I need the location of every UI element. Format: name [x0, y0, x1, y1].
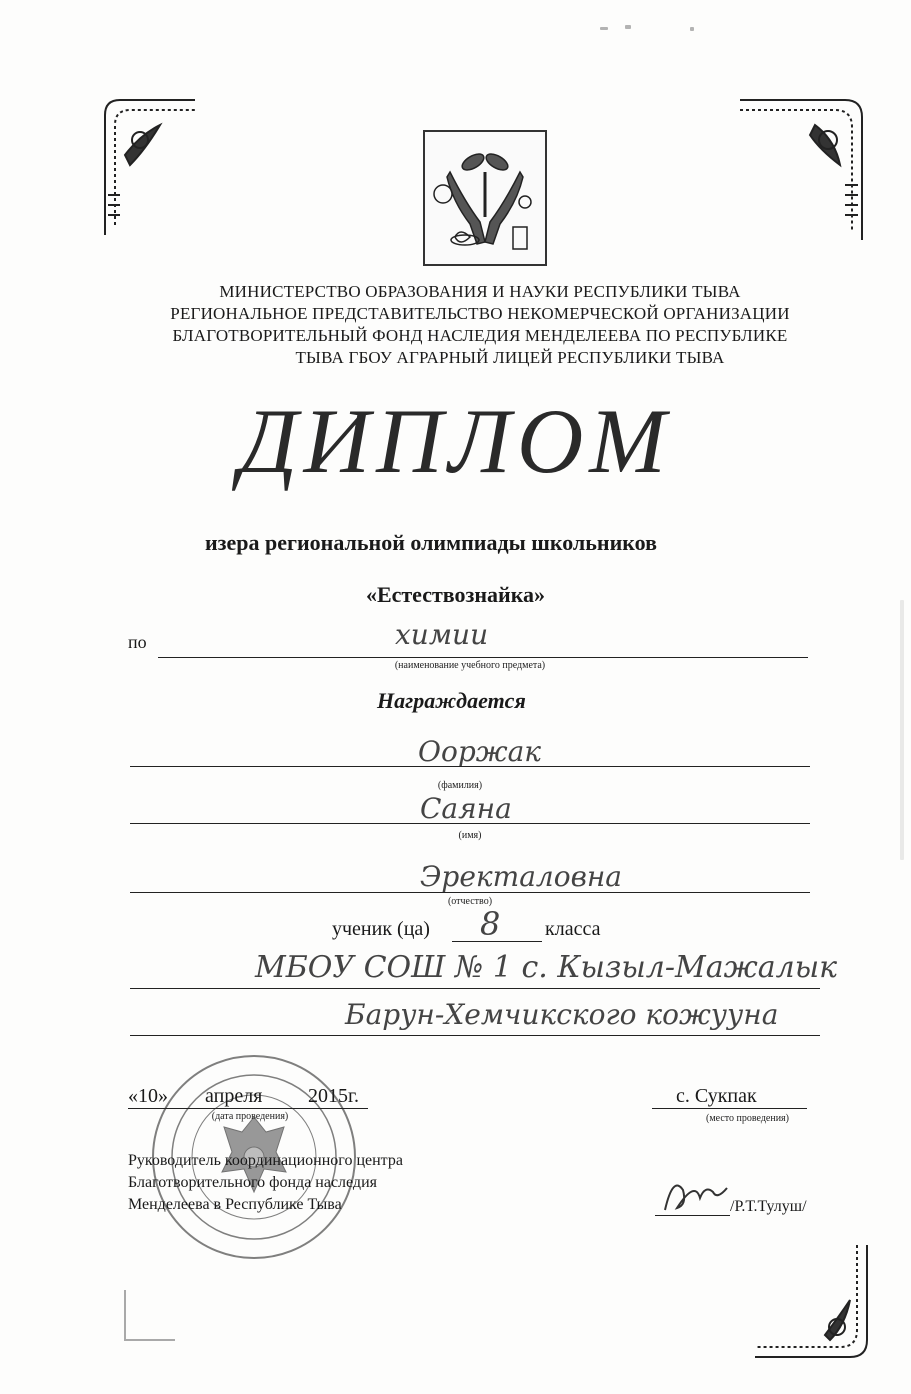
signature-line: [655, 1215, 730, 1216]
subtitle: изера региональной олимпиады школьников: [205, 530, 657, 555]
surname-caption: (фамилия): [437, 780, 483, 791]
place-value: с. Сукпак: [676, 1085, 757, 1107]
date-caption: (дата проведения): [211, 1111, 289, 1122]
ornament-corner-bottom-left: [120, 1290, 180, 1350]
awarded-label: Награждается: [377, 688, 526, 713]
subject-value: химии: [395, 618, 489, 651]
surname-value: Ооржак: [418, 735, 541, 768]
school-underline-2: [130, 1035, 820, 1036]
name-line: [130, 823, 810, 824]
signatory-name: /Р.Т.Тулуш/: [730, 1198, 807, 1215]
grade-value: 8: [480, 905, 501, 943]
patronymic-value: Эректаловна: [420, 860, 623, 893]
grade-prefix: ученик (ца): [332, 918, 430, 940]
date-day: «10»: [128, 1085, 168, 1107]
scan-speck: [690, 27, 694, 31]
scan-speck: [600, 27, 608, 30]
header-line-1: МИНИСТЕРСТВО ОБРАЗОВАНИЯ И НАУКИ РЕСПУБЛИКИ ТЫВА: [219, 282, 741, 301]
scan-edge: [900, 600, 904, 860]
grade-line: [452, 941, 542, 942]
signatory-line-1: Руководитель координационного центра: [128, 1152, 403, 1169]
name-caption: (имя): [458, 830, 482, 841]
school-line-1: МБОУ СОШ № 1 с. Кызыл-Мажалык: [255, 950, 838, 985]
header-line-4: ТЫВА ГБОУ АГРАРНЫЙ ЛИЦЕЙ РЕСПУБЛИКИ ТЫВА: [295, 348, 725, 367]
ornament-corner-top-left: [100, 95, 200, 245]
name-value: Саяна: [420, 792, 512, 825]
handwritten-signature: [655, 1170, 735, 1220]
surname-line: [130, 766, 810, 767]
signatory-line-3: Менделеева в Республике Тыва: [128, 1196, 342, 1213]
patronymic-caption: (отчество): [447, 896, 493, 907]
ornament-corner-bottom-right: [755, 1245, 875, 1365]
diploma-title: ДИПЛОМ: [239, 390, 672, 492]
olympiad-emblem: [423, 130, 547, 266]
date-month: апреля: [205, 1085, 263, 1107]
school-underline-1: [130, 988, 820, 989]
subject-prefix: по: [128, 632, 147, 652]
place-caption: (место проведения): [705, 1113, 789, 1124]
olympiad-name: «Естествознайка»: [365, 582, 546, 607]
ornament-corner-top-right: [740, 95, 870, 245]
header-line-3: БЛАГОТВОРИТЕЛЬНЫЙ ФОНД НАСЛЕДИЯ МЕНДЕЛЕЕВА ПО РЕСПУБЛИКЕ: [172, 326, 788, 345]
patronymic-line: [130, 892, 810, 893]
date-line: [128, 1108, 368, 1109]
date-year: 2015г.: [308, 1085, 359, 1107]
school-line-2: Барун-Хемчикского кожууна: [345, 998, 779, 1031]
signatory-line-2: Благотворительного фонда наследия: [128, 1174, 377, 1191]
place-line: [652, 1108, 807, 1109]
grade-suffix: класса: [545, 918, 601, 940]
header-line-2: РЕГИОНАЛЬНОЕ ПРЕДСТАВИТЕЛЬСТВО НЕКОМЕРЧЕСКОЙ ОРГАНИЗАЦИИ: [170, 304, 790, 323]
subject-line: [158, 657, 808, 658]
scan-speck: [625, 25, 631, 29]
subject-caption: (наименование учебного предмета): [394, 660, 546, 671]
hands-sprout-icon: [425, 132, 545, 264]
